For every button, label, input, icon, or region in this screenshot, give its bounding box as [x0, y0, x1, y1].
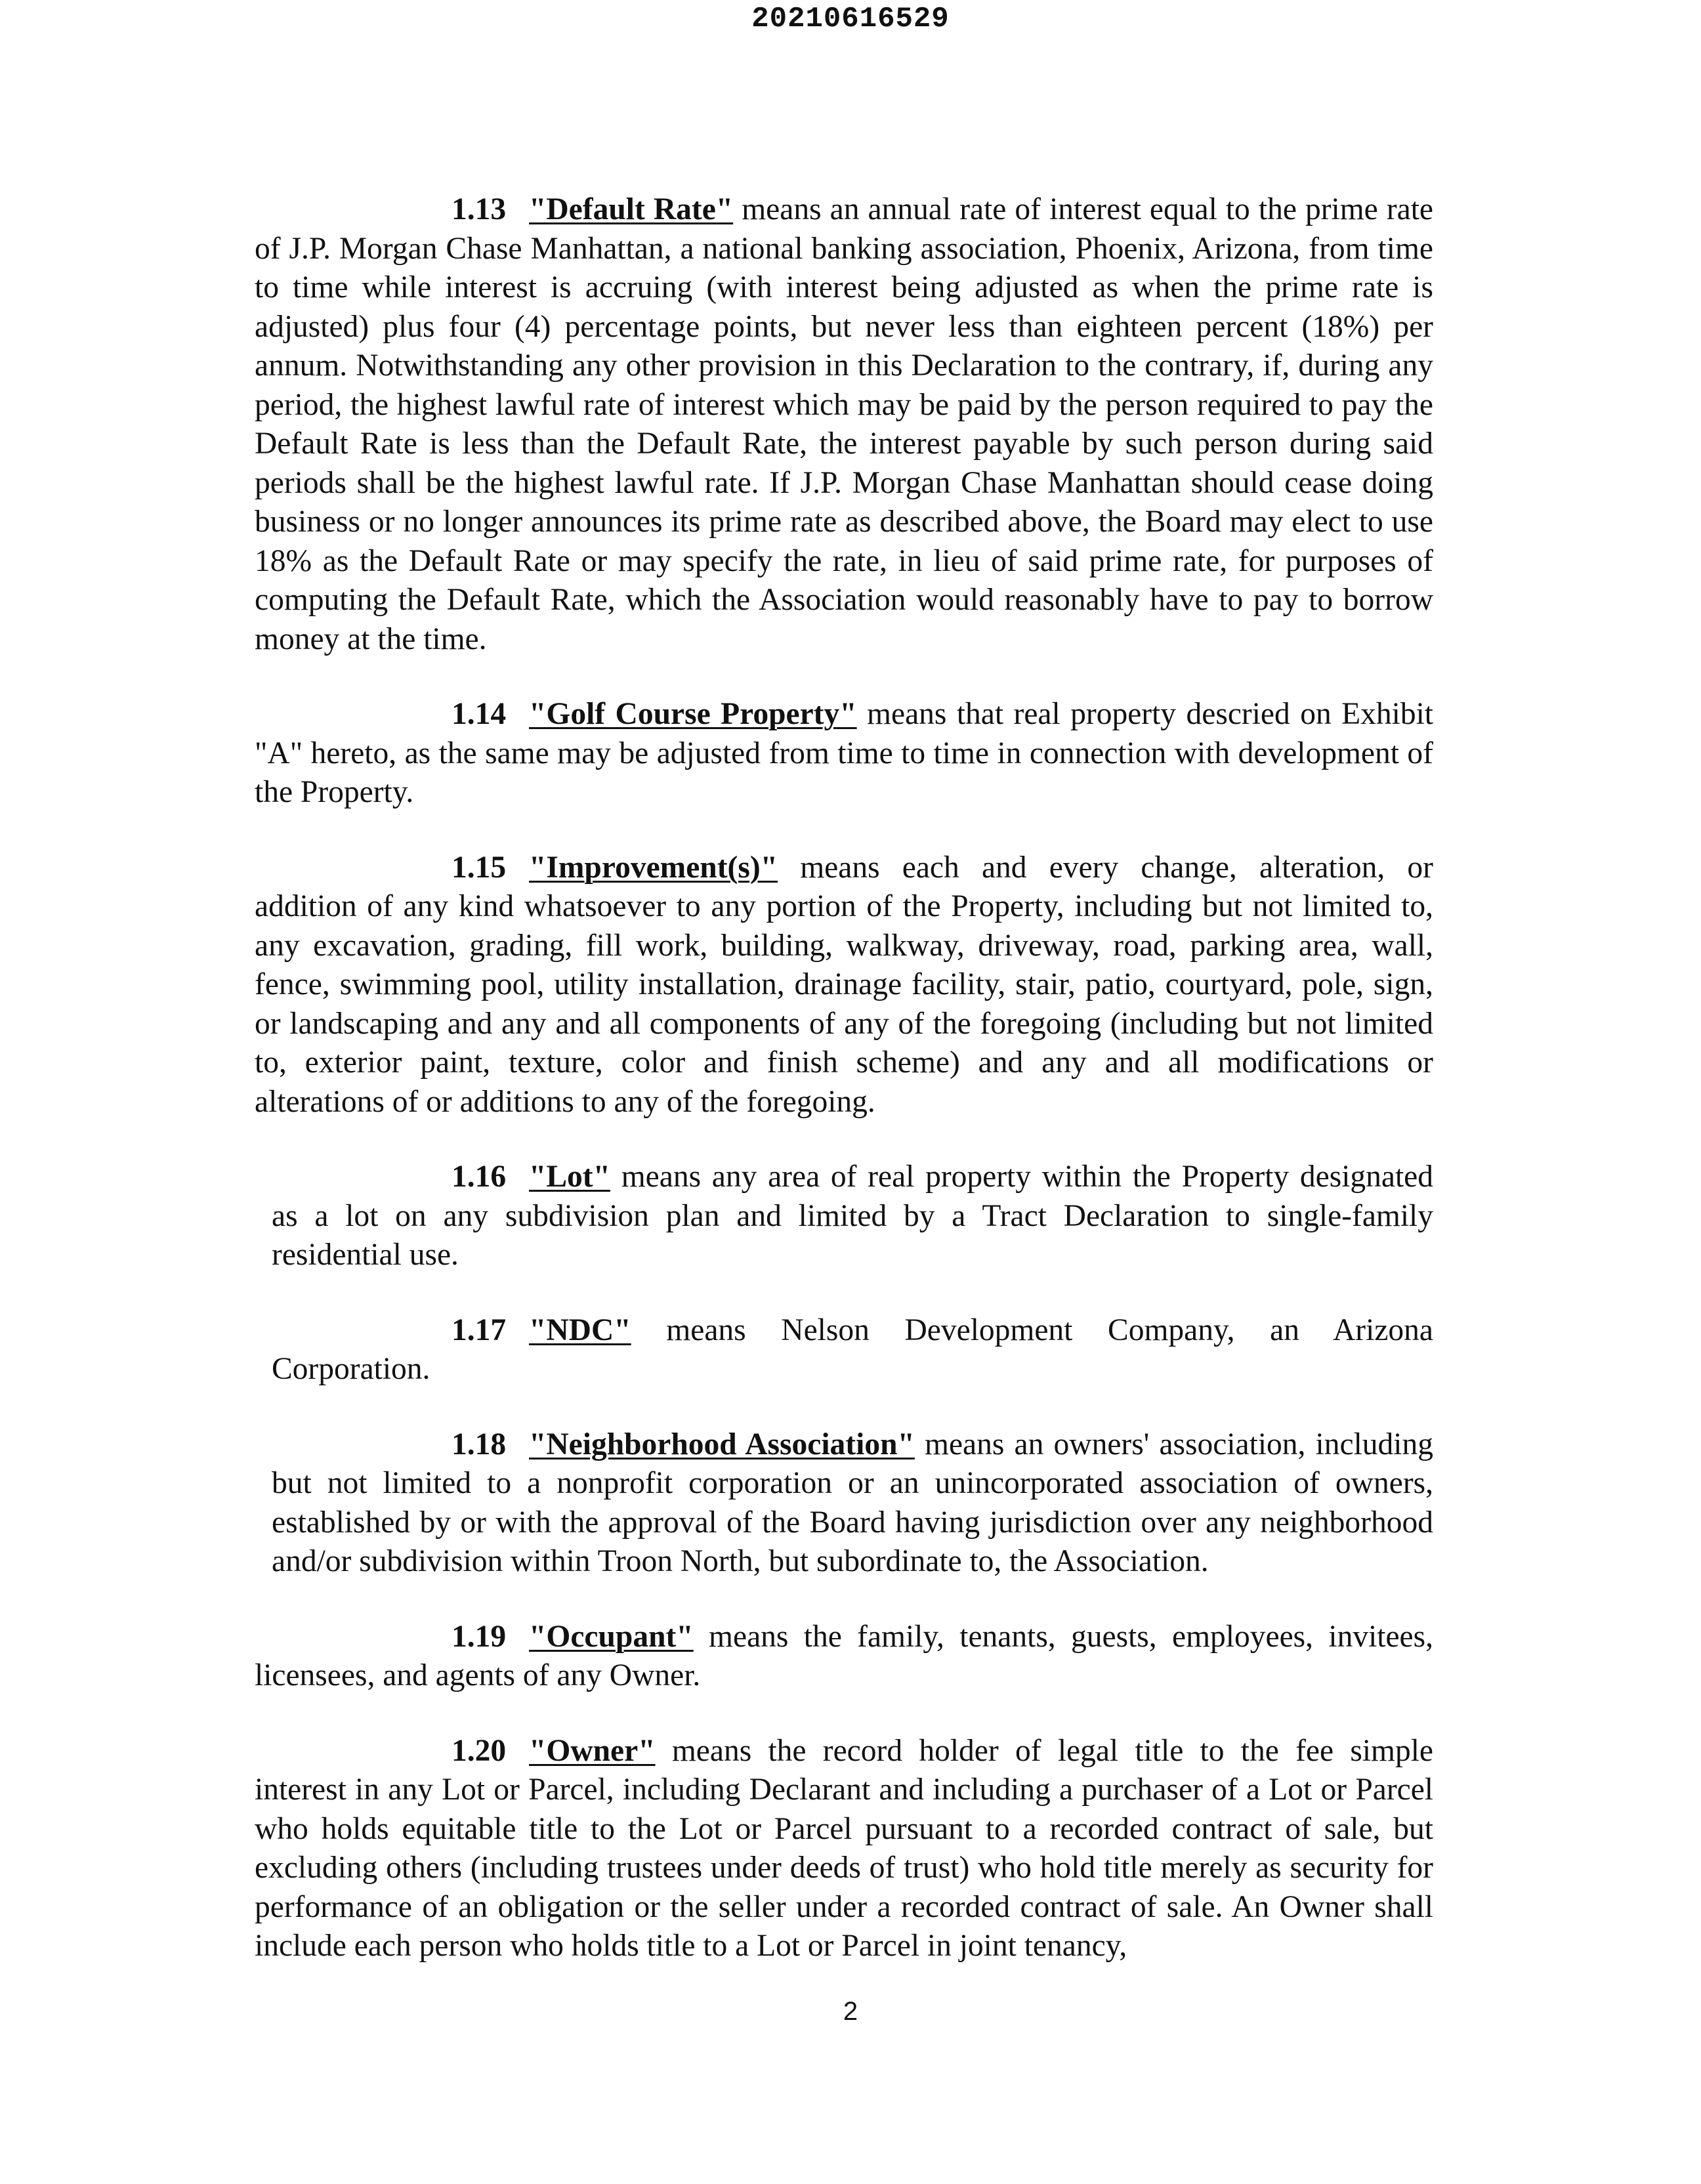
definition-text: means any area of real property within the Property designated as a lot on any subdivision plan and limited by a Tract Declaration to single-family residential use. — [272, 1160, 1433, 1272]
definition-text: means the family, tenants, guests, employees, invitees, licensees, and agents of any Owner. — [255, 1619, 1433, 1692]
defined-term: "Neighborhood Association" — [529, 1427, 915, 1461]
section-number: 1.16 — [452, 1160, 507, 1194]
defined-term: "Occupant" — [529, 1619, 694, 1654]
definition-text: means the record holder of legal title to the fee simple interest in any Lot or Parcel, including Declarant and including a purchaser of a Lot or Parcel who holds equitable title to the Lot or Parcel pursuant to a recorded contract of sale, but excluding others (including trustees under deeds of trust) who hold title merely as security for performance of an obligation or the seller under a recorded contract of sale. An Owner shall include each person who holds title to a Lot or Parcel in joint tenancy, — [255, 1733, 1433, 1963]
recording-number: 20210616529 — [751, 3, 950, 35]
defined-term: "Owner" — [529, 1733, 656, 1768]
section-1-13 — [255, 190, 1433, 659]
defined-term: "Default Rate" — [529, 192, 734, 226]
section-number: 1.20 — [452, 1733, 507, 1768]
definition-text: means each and every change, alteration, or addition of any kind whatsoever to any portion of the Property, including but not limited to, any excavation, grading, fill work, building, walkway, driveway, road, parking area, wall, fence, swimming pool, utility installation, drainage facility, stair, patio, courtyard, pole, sign, or landscaping and any and all components of any of the foregoing (including but not limited to, exterior paint, texture, color and finish scheme) and any and all modifications or alterations of or additions to any of the foregoing. — [255, 850, 1433, 1119]
section-1-18 — [255, 1425, 1433, 1582]
definition-text: means Nelson Development Company, an Arizona Corporation. — [272, 1312, 1433, 1386]
definition-text: means an annual rate of interest equal to the prime rate of J.P. Morgan Chase Manhattan, a national banking association, Phoenix, Arizona, from time to time while interest is accruing (with interest being adjusted as when the prime rate is adjusted) plus four (4) percentage points, but never less than eighteen percent (18%) per annum. Notwithstanding any other provision in this Declaration to the contrary, if, during any period, the highest lawful rate of interest which may be paid by the person required to pay the Default Rate is less than the Default Rate, the interest payable by such person during said periods shall be the highest lawful rate. If J.P. Morgan Chase Manhattan should cease doing business or no longer announces its prime rate as described above, the Board may elect to use 18% as the Default Rate or may specify the rate, in lieu of said prime rate, for purposes of computing the Default Rate, which the Association would reasonably have to pay to borrow money at the time. — [255, 192, 1433, 656]
section-1-16 — [255, 1158, 1433, 1275]
section-1-17 — [255, 1311, 1433, 1389]
definition-text: means an owners' association, including but not limited to a nonprofit corporation or an unincorporated association of owners, established by or with the approval of the Board having jurisdiction over any neighborhood and/or subdivision within Troon North, but subordinate to, the Association. — [272, 1427, 1433, 1578]
section-number: 1.19 — [452, 1619, 507, 1654]
section-1-20 — [255, 1732, 1433, 1966]
section-number: 1.18 — [452, 1427, 507, 1461]
defined-term: "NDC" — [529, 1312, 631, 1347]
section-number: 1.15 — [452, 850, 507, 885]
section-1-14 — [255, 695, 1433, 812]
definition-text: means that real property descried on Exhibit "A" hereto, as the same may be adjusted from time to time in connection with development of the Property. — [255, 697, 1433, 809]
section-number: 1.17 — [452, 1312, 507, 1347]
page-number: 2 — [843, 1997, 858, 2026]
defined-term: "Lot" — [529, 1160, 610, 1194]
defined-term: "Golf Course Property" — [529, 697, 857, 731]
section-1-15 — [255, 849, 1433, 1122]
section-1-19 — [255, 1618, 1433, 1696]
defined-term: "Improvement(s)" — [529, 850, 778, 885]
section-number: 1.13 — [452, 192, 507, 226]
document-body — [255, 190, 1433, 2002]
section-number: 1.14 — [452, 697, 507, 731]
